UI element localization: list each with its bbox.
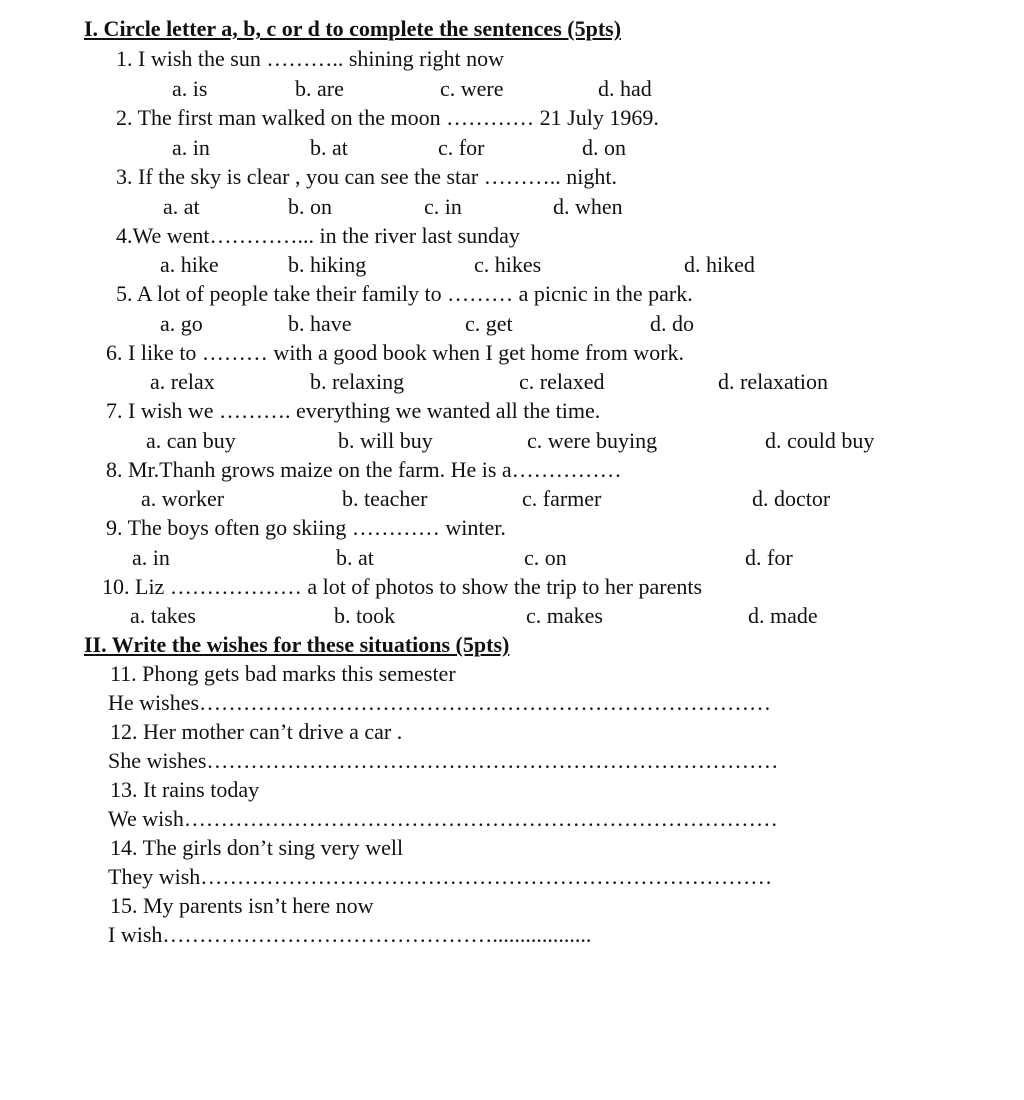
- question-5: 5. A lot of people take their family to ……… a picnic in the park.: [116, 281, 693, 306]
- q8-option-d[interactable]: d. doctor: [752, 486, 831, 511]
- wish-prompt-12: 12. Her mother can’t drive a car .: [110, 719, 403, 744]
- question-8: 8. Mr.Thanh grows maize on the farm. He is a……………: [106, 457, 622, 482]
- q1-option-c[interactable]: c. were: [440, 76, 504, 101]
- question-2: 2. The first man walked on the moon ………… 21 July 1969.: [116, 105, 659, 130]
- q4-option-c[interactable]: c. hikes: [474, 252, 542, 277]
- q10-option-a[interactable]: a. takes: [130, 603, 196, 628]
- q5-option-b[interactable]: b. have: [288, 311, 352, 336]
- q8-option-b[interactable]: b. teacher: [342, 486, 428, 511]
- q9-option-c[interactable]: c. on: [524, 545, 567, 570]
- wish-prompt-13: 13. It rains today: [110, 777, 260, 802]
- question-4: 4.We went…………... in the river last sunday: [116, 223, 520, 248]
- wish-prompt-11: 11. Phong gets bad marks this semester: [110, 661, 456, 686]
- wish-answer-line-15[interactable]: I wish………………………………………..................: [108, 922, 592, 947]
- question-1: 1. I wish the sun ……….. shining right now: [116, 46, 505, 71]
- q1-option-d[interactable]: d. had: [598, 76, 652, 101]
- q7-option-c[interactable]: c. were buying: [527, 428, 658, 453]
- question-6: 6. I like to ……… with a good book when I get home from work.: [106, 340, 685, 365]
- q10-option-c[interactable]: c. makes: [526, 603, 603, 628]
- q7-option-a[interactable]: a. can buy: [146, 428, 236, 453]
- q10-option-d[interactable]: d. made: [748, 603, 818, 628]
- q7-option-d[interactable]: d. could buy: [765, 428, 875, 453]
- q2-option-d[interactable]: d. on: [582, 135, 626, 160]
- question-10: 10. Liz ……………… a lot of photos to show the trip to her parents: [102, 574, 703, 599]
- q4-option-d[interactable]: d. hiked: [684, 252, 755, 277]
- section-1-heading: I. Circle letter a, b, c or d to complete the sentences (5pts): [84, 16, 622, 41]
- question-9: 9. The boys often go skiing ………… winter.: [106, 515, 506, 540]
- section-2-heading: II. Write the wishes for these situations (5pts): [84, 632, 510, 657]
- q8-option-c[interactable]: c. farmer: [522, 486, 602, 511]
- q5-option-c[interactable]: c. get: [465, 311, 513, 336]
- question-7: 7. I wish we ………. everything we wanted all the time.: [106, 398, 601, 423]
- wish-prompt-14: 14. The girls don’t sing very well: [110, 835, 404, 860]
- q4-option-b[interactable]: b. hiking: [288, 252, 367, 277]
- q3-option-b[interactable]: b. on: [288, 194, 332, 219]
- q3-option-a[interactable]: a. at: [163, 194, 200, 219]
- q5-option-d[interactable]: d. do: [650, 311, 694, 336]
- q7-option-b[interactable]: b. will buy: [338, 428, 433, 453]
- q9-option-b[interactable]: b. at: [336, 545, 374, 570]
- q6-option-d[interactable]: d. relaxation: [718, 369, 828, 394]
- q9-option-a[interactable]: a. in: [132, 545, 170, 570]
- q3-option-c[interactable]: c. in: [424, 194, 462, 219]
- q6-option-a[interactable]: a. relax: [150, 369, 215, 394]
- q2-option-c[interactable]: c. for: [438, 135, 485, 160]
- wish-prompt-15: 15. My parents isn’t here now: [110, 893, 374, 918]
- q6-option-b[interactable]: b. relaxing: [310, 369, 405, 394]
- q6-option-c[interactable]: c. relaxed: [519, 369, 605, 394]
- q10-option-b[interactable]: b. took: [334, 603, 396, 628]
- q2-option-a[interactable]: a. in: [172, 135, 210, 160]
- q2-option-b[interactable]: b. at: [310, 135, 348, 160]
- q1-option-a[interactable]: a. is: [172, 76, 208, 101]
- wish-answer-line-12[interactable]: She wishes……………………………………………………………………: [108, 748, 779, 773]
- q8-option-a[interactable]: a. worker: [141, 486, 225, 511]
- q3-option-d[interactable]: d. when: [553, 194, 623, 219]
- q9-option-d[interactable]: d. for: [745, 545, 793, 570]
- wish-answer-line-11[interactable]: He wishes……………………………………………………………………: [108, 690, 772, 715]
- q5-option-a[interactable]: a. go: [160, 311, 203, 336]
- wish-answer-line-13[interactable]: We wish………………………………………………………………………: [108, 806, 778, 831]
- q4-option-a[interactable]: a. hike: [160, 252, 219, 277]
- question-3: 3. If the sky is clear , you can see the star ……….. night.: [116, 164, 617, 189]
- wish-answer-line-14[interactable]: They wish……………………………………………………………………: [108, 864, 773, 889]
- q1-option-b[interactable]: b. are: [295, 76, 344, 101]
